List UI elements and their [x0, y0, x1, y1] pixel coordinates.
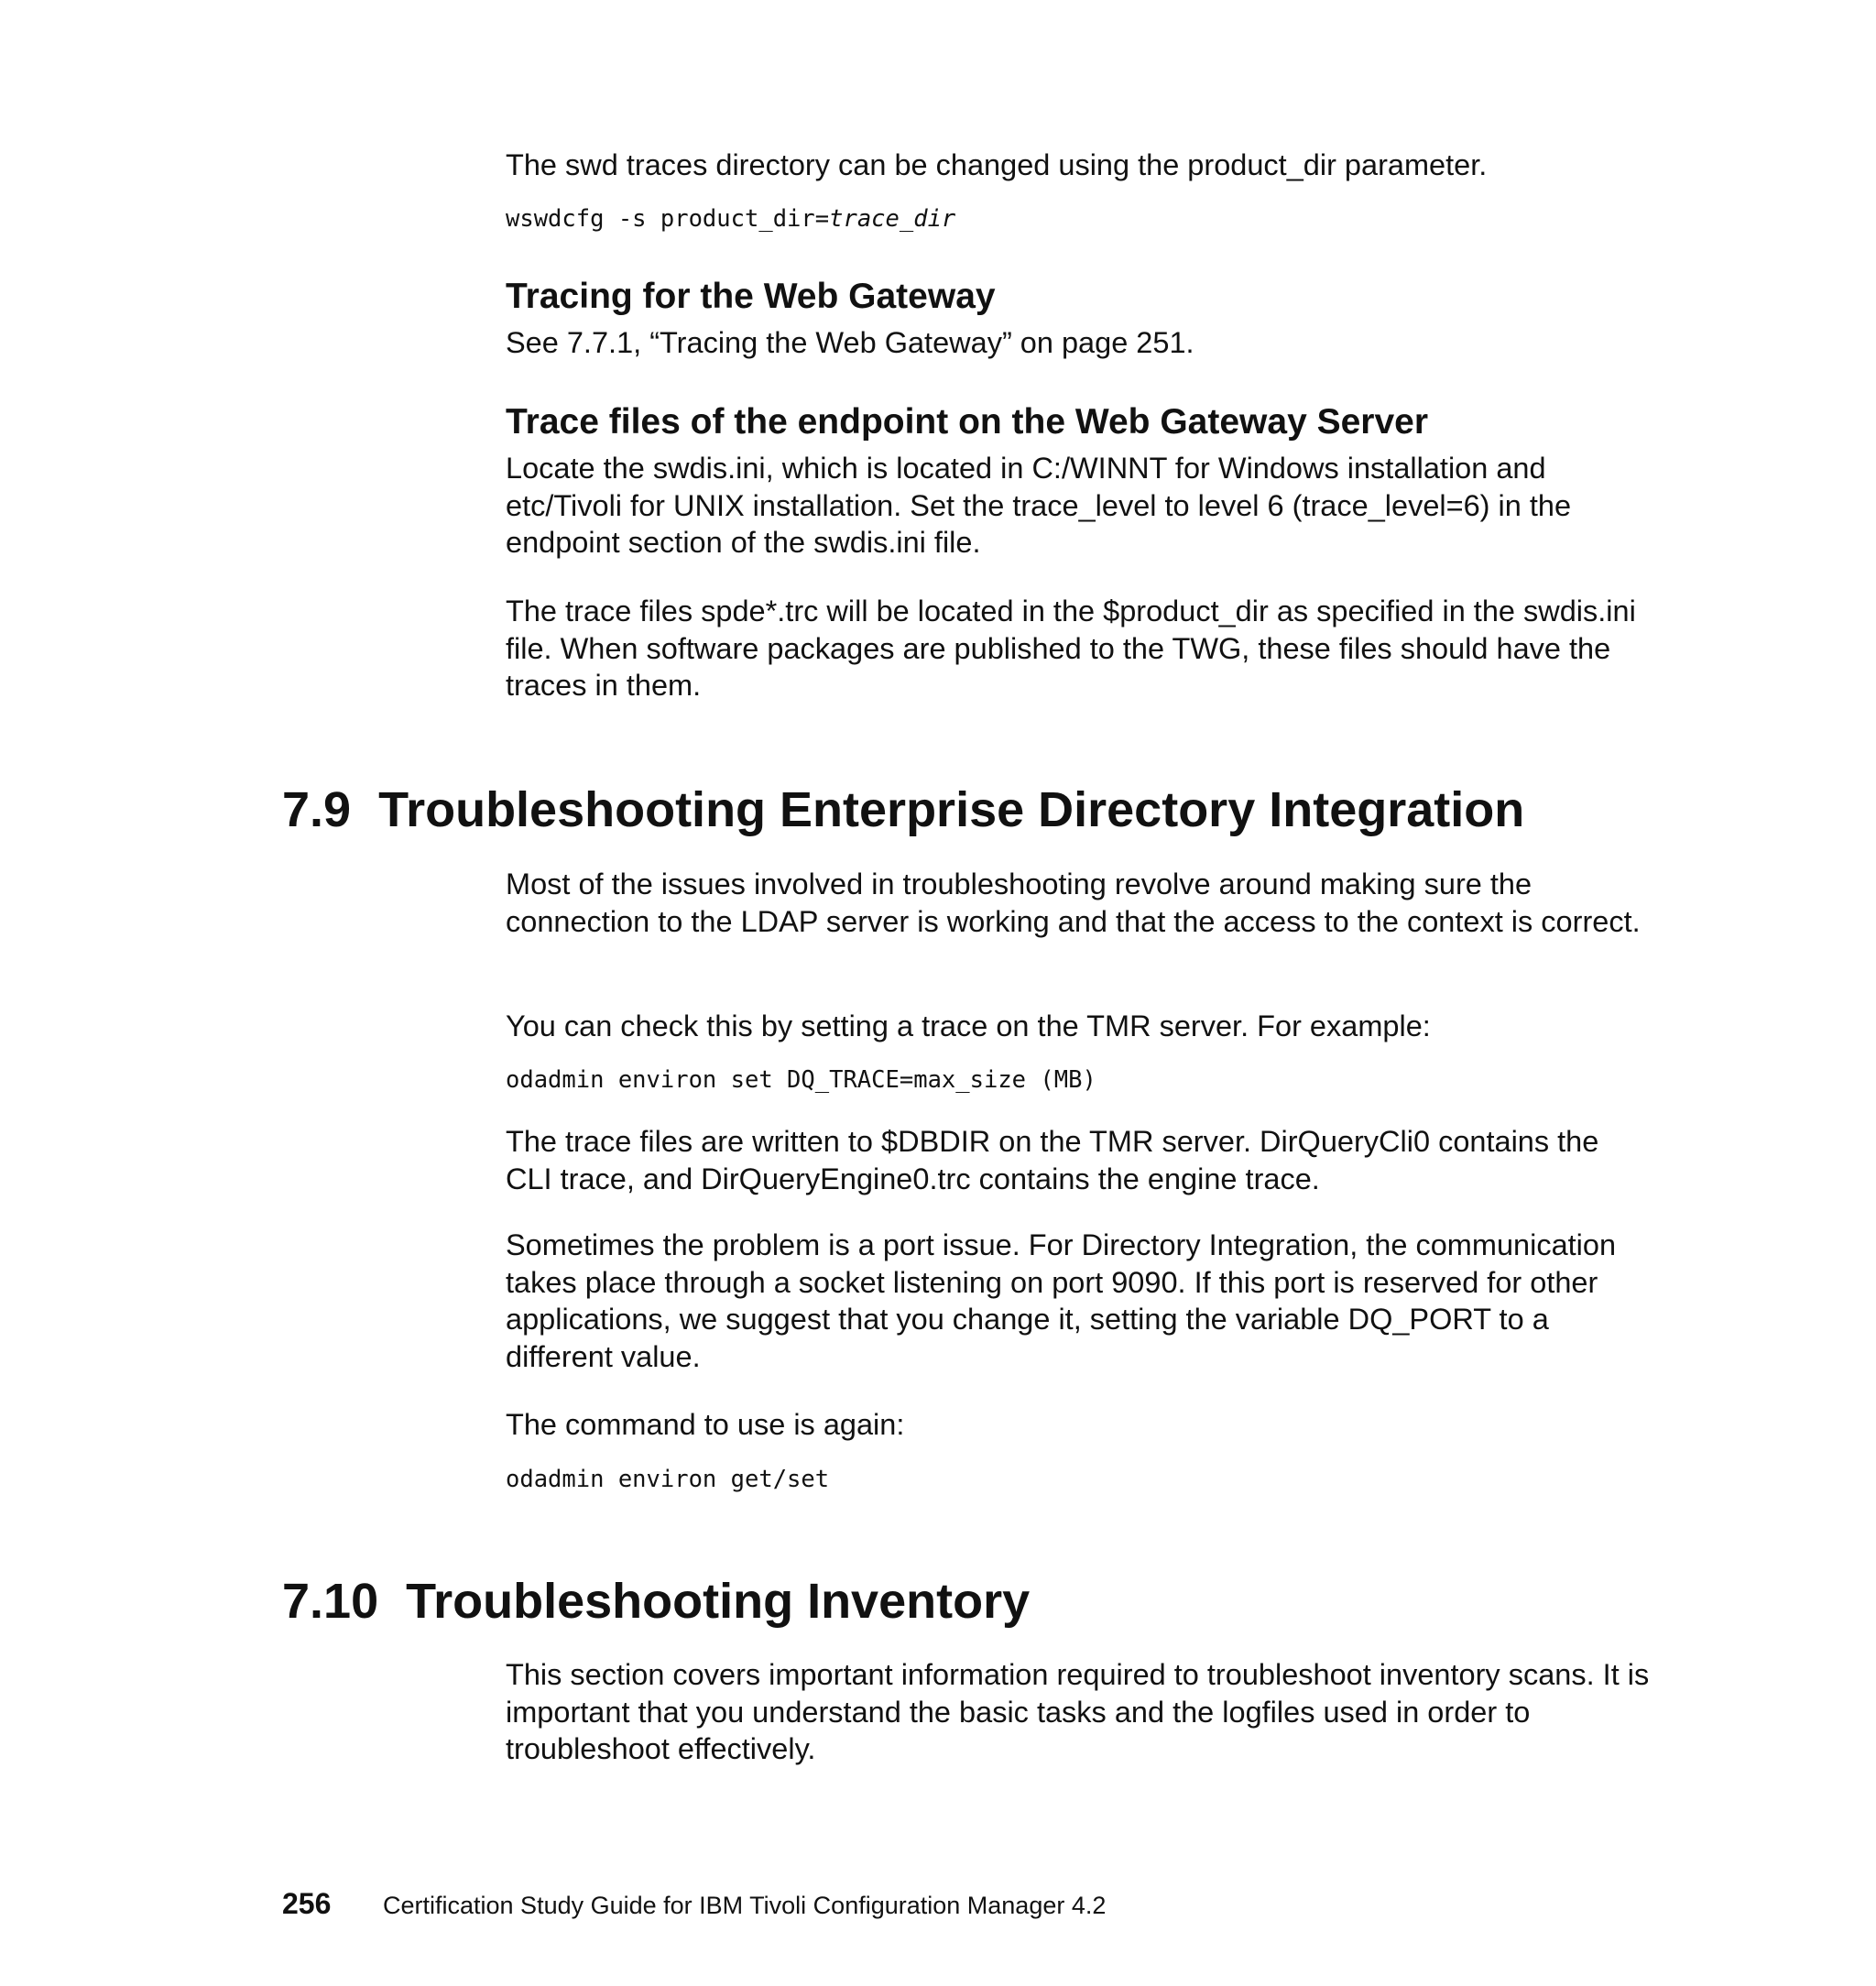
paragraph-trace-files-spde: The trace files spde*.trc will be located in the $product_dir as specified in the swdis.ini file. When software packages are published to the TWG, these files should have the traces in them.: [506, 595, 1636, 702]
paragraph-port-issue: Sometimes the problem is a port issue. For Directory Integration, the communication takes place through a socket listening on port 9090. If this port is reserved for other applications, we suggest that you change it, setting the variable DQ_PORT to a different value.: [506, 1228, 1617, 1373]
code-odadmin-set-trace: odadmin environ set DQ_TRACE=max_size (MB): [506, 1066, 1096, 1094]
paragraph-trace-files-dbdir: The trace files are written to $DBDIR on the TMR server. DirQueryCli0 contains the CLI trace, and DirQueryEngine0.trc contains the engine trace.: [506, 1125, 1599, 1195]
section-heading-7-9: [282, 780, 1524, 839]
paragraph-locate-swdis-ini: Locate the swdis.ini, which is located in C:/WINNT for Windows installation and etc/Tivoli for UNIX installation. Set the trace_level to level 6 (trace_level=6) in the endpoint section of the swdis.ini file.: [506, 452, 1572, 559]
page-footer: [282, 1887, 1106, 1921]
page-number: 256: [282, 1887, 332, 1920]
paragraph-command-again: The command to use is again:: [506, 1408, 905, 1441]
code-wswdcfg-prefix: wswdcfg -s product_dir=: [506, 205, 830, 233]
paragraph-see-tracing-reference: See 7.7.1, “Tracing the Web Gateway” on page 251.: [506, 326, 1194, 359]
book-title: Certification Study Guide for IBM Tivoli Configuration Manager 4.2: [383, 1892, 1107, 1919]
section-number-7-9: 7.9: [282, 782, 352, 837]
section-heading-7-10: [282, 1572, 1030, 1631]
heading-tracing-web-gateway: Tracing for the Web Gateway: [506, 277, 996, 316]
code-wswdcfg-argument: trace_dir: [829, 205, 956, 233]
section-title-7-9: Troubleshooting Enterprise Directory Integration: [378, 782, 1525, 837]
code-wswdcfg-command: [506, 203, 1651, 235]
section-number-7-10: 7.10: [282, 1574, 379, 1629]
paragraph-ldap-issues: Most of the issues involved in troubleshooting revolve around making sure the connection to the LDAP server is working and that the access to the context is correct.: [506, 868, 1641, 938]
section-title-7-10: Troubleshooting Inventory: [406, 1574, 1031, 1629]
paragraph-inventory-intro: This section covers important information required to troubleshoot inventory scans. It is important that you understand the basic tasks and the logfiles used in order to troubleshoot effectively.: [506, 1658, 1650, 1765]
paragraph-check-trace: You can check this by setting a trace on the TMR server. For example:: [506, 1009, 1431, 1042]
paragraph-swd-traces-directory: The swd traces directory can be changed using the product_dir parameter.: [506, 148, 1488, 181]
code-odadmin-get-set: odadmin environ get/set: [506, 1466, 830, 1493]
heading-trace-files-endpoint: Trace files of the endpoint on the Web Gateway Server: [506, 402, 1429, 442]
